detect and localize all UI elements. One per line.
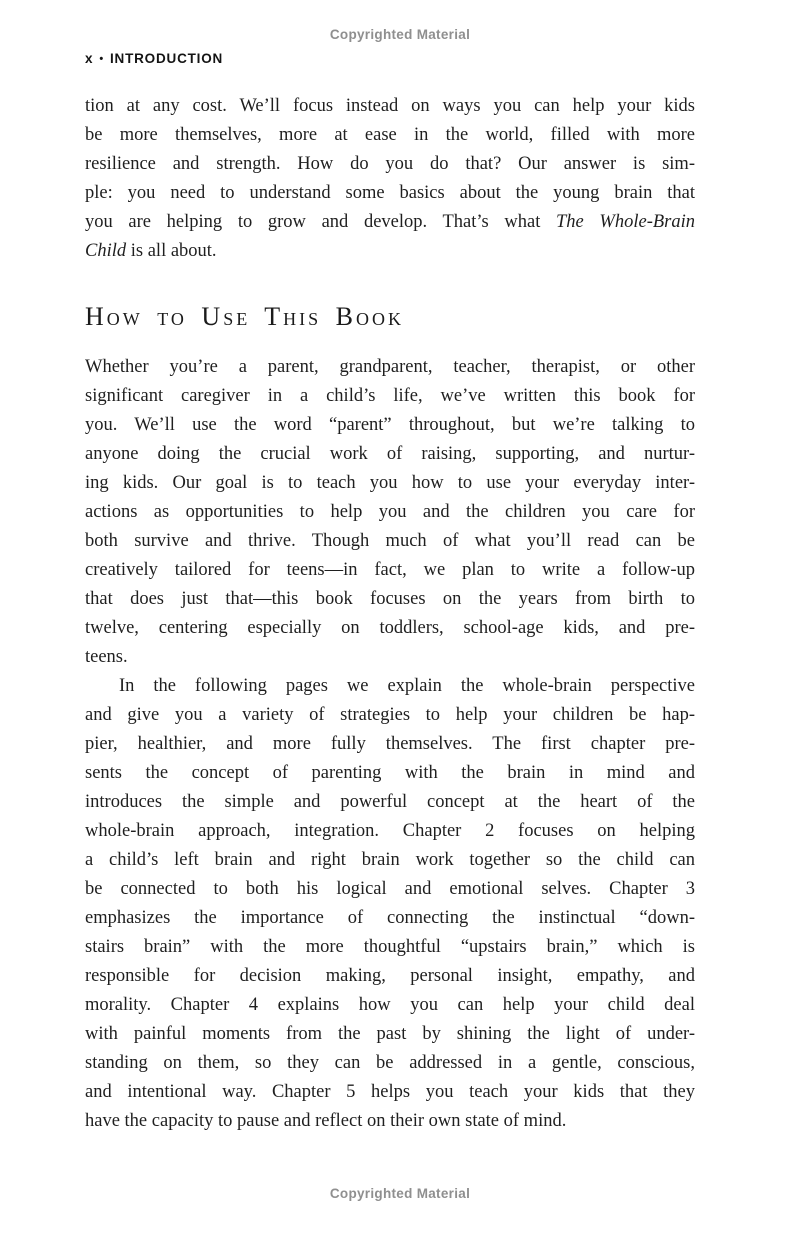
text-line: [85, 527, 695, 556]
text-line: [85, 672, 695, 701]
text-line: [85, 846, 695, 875]
text-line: [85, 469, 695, 498]
text-segment: actions as opportunities to help you and the children you care for: [85, 502, 695, 522]
text-segment: morality. Chapter 4 explains how you can help your child deal: [85, 995, 695, 1015]
header-separator: •: [99, 52, 104, 65]
text-segment: ing kids. Our goal is to teach you how to use your everyday inter-: [85, 473, 695, 493]
page-number: x: [85, 51, 94, 66]
text-segment: is all about.: [126, 241, 217, 261]
text-segment: a child’s left brain and right brain work together so the child can: [85, 850, 695, 870]
text-line: [85, 875, 695, 904]
text-segment: teens.: [85, 647, 128, 667]
text-line: [85, 382, 695, 411]
text-line: [85, 440, 695, 469]
section-heading: How to Use This Book: [85, 302, 404, 331]
text-line: [85, 121, 695, 150]
text-line: [85, 933, 695, 962]
text-segment: ple: you need to understand some basics about the young brain that: [85, 183, 695, 203]
text-segment: creatively tailored for teens—in fact, we plan to write a follow-up: [85, 560, 695, 580]
text-segment: introduces the simple and powerful concept at the heart of the: [85, 792, 695, 812]
text-segment: sents the concept of parenting with the brain in mind and: [85, 763, 695, 783]
text-line: [85, 208, 695, 237]
text-segment: both survive and thrive. Though much of what you’ll read can be: [85, 531, 695, 551]
text-line: [85, 788, 695, 817]
text-segment: you are helping to grow and develop. That’s what: [85, 212, 557, 232]
text-line: [85, 353, 695, 382]
text-segment: be more themselves, more at ease in the world, filled with more: [85, 125, 695, 145]
text-segment: resilience and strength. How do you do that? Our answer is sim-: [85, 154, 695, 174]
text-line: [85, 92, 695, 121]
text-line: [85, 730, 695, 759]
text-line: [85, 1049, 695, 1078]
text-segment: that does just that—this book focuses on the years from birth to: [85, 589, 695, 609]
text-segment: In the following pages we explain the whole-brain perspective: [119, 676, 695, 696]
text-segment: you. We’ll use the word “parent” throughout, but we’re talking to: [85, 415, 695, 435]
paragraph: [85, 353, 695, 672]
text-line: [85, 643, 695, 672]
text-segment: be connected to both his logical and emotional selves. Chapter 3: [85, 879, 695, 899]
text-segment: stairs brain” with the more thoughtful “upstairs brain,” which is: [85, 937, 695, 957]
paragraph: [85, 672, 695, 1136]
text-segment: and intentional way. Chapter 5 helps you teach your kids that they: [85, 1082, 695, 1102]
text-segment: tion at any cost. We’ll focus instead on ways you can help your kids: [85, 96, 695, 116]
text-line: [85, 759, 695, 788]
running-header: [0, 51, 800, 66]
text-segment: twelve, centering especially on toddlers, school-age kids, and pre-: [85, 618, 695, 638]
intro-paragraphs: [85, 92, 695, 266]
text-segment: pier, healthier, and more fully themselves. The first chapter pre-: [85, 734, 695, 754]
text-segment: anyone doing the crucial work of raising, supporting, and nurtur-: [85, 444, 695, 464]
watermark-top: Copyrighted Material: [329, 27, 471, 42]
text-line: [85, 817, 695, 846]
body-text: [0, 92, 800, 1136]
text-line: [85, 556, 695, 585]
text-line: [85, 498, 695, 527]
text-segment: have the capacity to pause and reflect on their own state of mind.: [85, 1111, 567, 1131]
text-line: [85, 904, 695, 933]
header-title: INTRODUCTION: [109, 51, 224, 66]
text-segment: and give you a variety of strategies to help your children be hap-: [85, 705, 695, 725]
text-line: [85, 411, 695, 440]
text-segment: Whether you’re a parent, grandparent, teacher, therapist, or other: [85, 357, 695, 377]
text-segment: with painful moments from the past by shining the light of under-: [85, 1024, 695, 1044]
text-segment: emphasizes the importance of connecting the instinctual “down-: [85, 908, 695, 928]
text-line: [85, 1078, 695, 1107]
book-title-italic: The Whole-Brain: [556, 212, 695, 232]
text-line: [85, 237, 695, 266]
text-line: [85, 179, 695, 208]
text-line: [85, 962, 695, 991]
book-title-italic: Child: [85, 241, 127, 261]
section-paragraphs: [85, 353, 695, 1136]
text-segment: significant caregiver in a child’s life, we’ve written this book for: [85, 386, 695, 406]
text-line: [85, 585, 695, 614]
text-line: [85, 150, 695, 179]
text-line: [85, 701, 695, 730]
text-line: [85, 1020, 695, 1049]
text-segment: whole-brain approach, integration. Chapter 2 focuses on helping: [85, 821, 695, 841]
text-segment: responsible for decision making, personal insight, empathy, and: [85, 966, 695, 986]
text-line: [85, 991, 695, 1020]
watermark-bottom: Copyrighted Material: [329, 1186, 471, 1201]
text-line: [85, 614, 695, 643]
paragraph: [85, 92, 695, 266]
text-segment: standing on them, so they can be addressed in a gentle, conscious,: [85, 1053, 695, 1073]
text-line: [85, 1107, 695, 1136]
